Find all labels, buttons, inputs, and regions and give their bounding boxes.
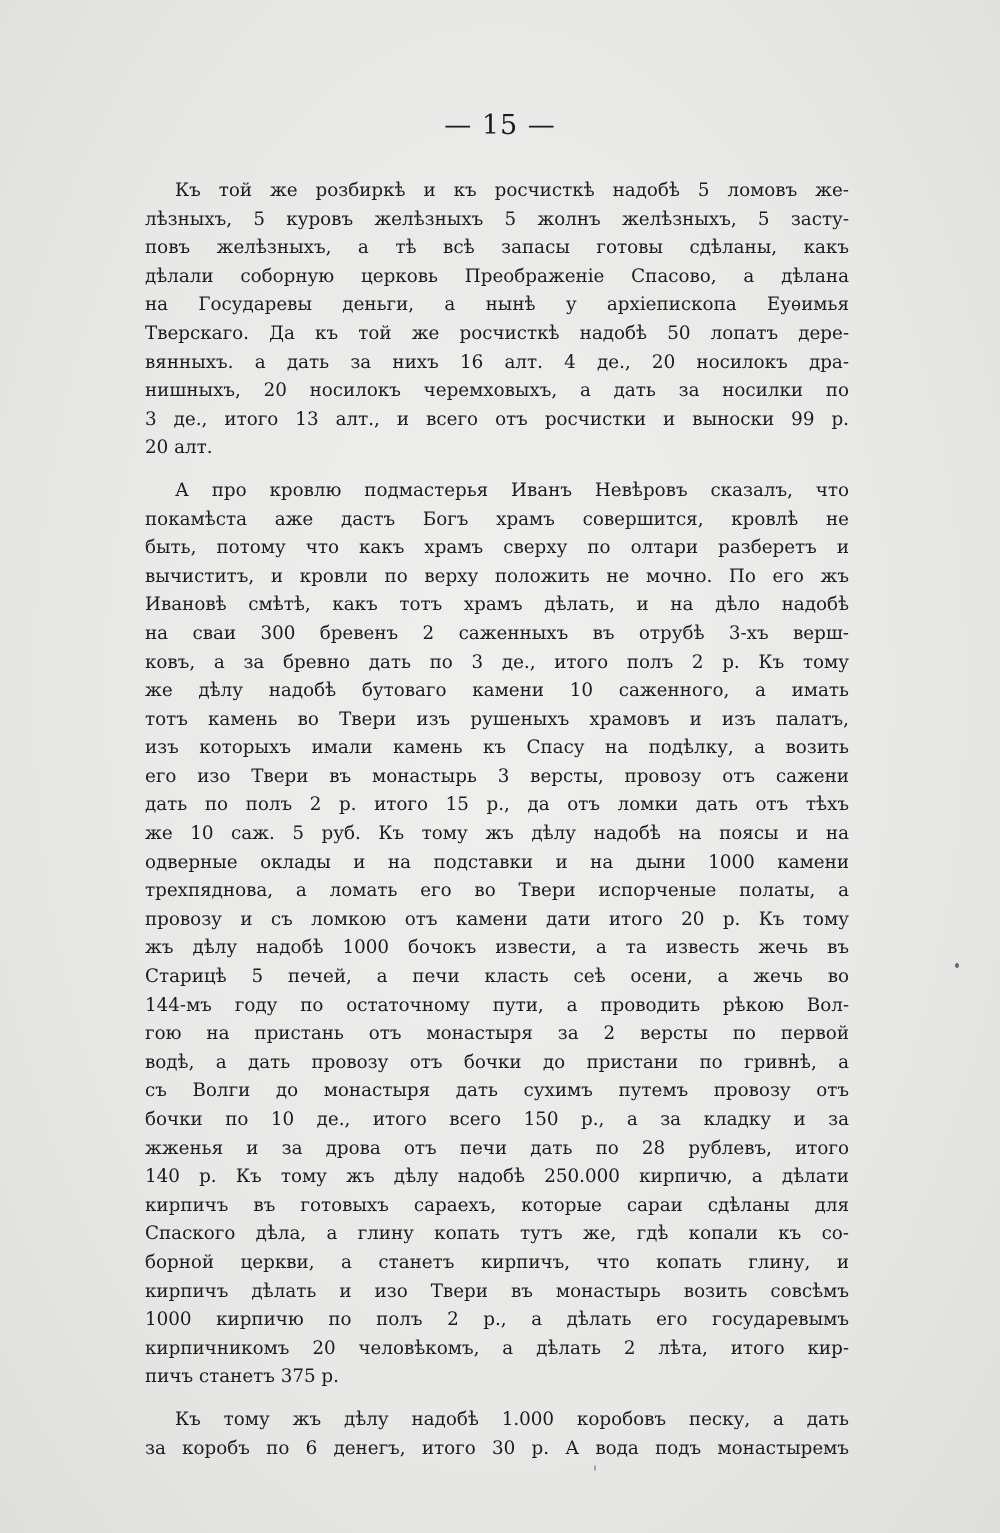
text-line: жъ дѣлу надобѣ 1000 бочокъ извести, а та известь жечь въ bbox=[145, 937, 849, 959]
text-line: кирпичникомъ 20 человѣкомъ, а дѣлать 2 лѣта, итого кир- bbox=[145, 1337, 849, 1359]
text-line: борной церкви, а станетъ кирпичъ, что копать глину, и bbox=[145, 1251, 849, 1273]
text-line: жженья и за дрова отъ печи дать по 28 рублевъ, итого bbox=[145, 1137, 849, 1159]
text-line: повъ желѣзныхъ, а тѣ всѣ запасы готовы сдѣланы, какъ bbox=[145, 237, 849, 259]
text-line: кирпичъ дѣлать и изо Твери въ монастырь возить совсѣмъ bbox=[145, 1280, 849, 1302]
text-line: тотъ камень во Твери изъ рушеныхъ храмовъ и изъ палатъ, bbox=[145, 708, 849, 730]
text-line: Старицѣ 5 печей, а печи класть сеѣ осени, а жечь во bbox=[145, 966, 849, 988]
text-line: нишныхъ, 20 носилокъ черемховыхъ, а дать за носилки по bbox=[145, 380, 849, 402]
paragraph bbox=[145, 1406, 849, 1463]
text-line: кирпичъ въ готовыхъ сараехъ, которые сараи сдѣланы для bbox=[145, 1194, 849, 1216]
paragraph bbox=[145, 177, 849, 463]
text-line: изъ которыхъ имали камень къ Спасу на подѣлку, а возить bbox=[145, 737, 849, 759]
text-line: пичъ станетъ 375 р. bbox=[145, 1366, 339, 1388]
text-line: 3 де., итого 13 алт., и всего отъ росчистки и выноски 99 р. bbox=[145, 408, 849, 430]
text-line: ковъ, а за бревно дать по 3 де., итого полъ 2 р. Къ тому bbox=[145, 651, 849, 673]
text-line: 1000 кирпичю по полъ 2 р., а дѣлать его государевымъ bbox=[145, 1309, 849, 1331]
text-line: на Государевы деньги, а нынѣ у архіепископа Еуѳимья bbox=[145, 294, 849, 316]
text-line: 144-мъ году по остаточному пути, а проводить рѣкою Вол- bbox=[145, 994, 849, 1016]
text-line: гою на пристань отъ монастыря за 2 версты по первой bbox=[145, 1023, 849, 1045]
text-line: лѣзныхъ, 5 куровъ желѣзныхъ 5 жолнъ желѣзныхъ, 5 засту- bbox=[145, 208, 849, 230]
text-line: дѣлали соборную церковь Преображеніе Спасово, а дѣлана bbox=[145, 265, 849, 287]
paragraph bbox=[145, 477, 849, 1392]
text-line: Ивановѣ смѣтѣ, какъ тотъ храмъ дѣлать, и на дѣло надобѣ bbox=[145, 594, 849, 616]
text-line: вянныхъ. а дать за нихъ 16 алт. 4 де., 20 носилокъ дра- bbox=[145, 351, 849, 373]
text-line: покамѣста аже дастъ Богъ храмъ совершится, кровлѣ не bbox=[145, 508, 849, 530]
text-line: 140 р. Къ тому жъ дѣлу надобѣ 250.000 кирпичю, а дѣлати bbox=[145, 1166, 849, 1188]
paper-speck bbox=[955, 963, 959, 968]
text-line: водѣ, а дать провозу отъ бочки до пристани по гривнѣ, а bbox=[145, 1051, 849, 1073]
text-line: вычиститъ, и кровли по верху положить не мочно. По его жъ bbox=[145, 565, 849, 587]
text-line: провозу и съ ломкою отъ камени дати итого 20 р. Къ тому bbox=[145, 908, 849, 930]
text-line: быть, потому что какъ храмъ сверху по олтари разберетъ и bbox=[145, 537, 849, 559]
text-line: одверные оклады и на подставки и на дыни 1000 камени bbox=[145, 851, 849, 873]
paper-speck bbox=[594, 1465, 596, 1471]
text-line: за коробъ по 6 денегъ, итого 30 р. А вода подъ монастыремъ bbox=[145, 1437, 849, 1459]
text-line: 20 алт. bbox=[145, 437, 213, 459]
text-line: Къ той же розбиркѣ и къ росчисткѣ надобѣ 5 ломовъ же- bbox=[175, 180, 849, 201]
text-line: трехпяднова, а ломать его во Твери испорченые полаты, а bbox=[145, 880, 849, 902]
text-line: Къ тому жъ дѣлу надобѣ 1.000 коробовъ песку, а дать bbox=[175, 1408, 849, 1430]
text-line: бочки по 10 де., итого всего 150 р., а за кладку и за bbox=[145, 1109, 849, 1130]
page-body bbox=[145, 177, 849, 1463]
text-line: дать по полъ 2 р. итого 15 р., да отъ ломки дать отъ тѣхъ bbox=[145, 794, 849, 816]
text-line: Спаского дѣла, а глину копать тутъ же, гдѣ копали къ со- bbox=[145, 1223, 849, 1245]
page-number: — 15 — bbox=[444, 110, 556, 141]
text-line: же дѣлу надобѣ бутоваго камени 10 саженного, а имать bbox=[145, 680, 849, 702]
text-line: же 10 саж. 5 руб. Къ тому жъ дѣлу надобѣ на поясы и на bbox=[145, 823, 849, 845]
text-line: А про кровлю подмастерья Иванъ Невѣровъ сказалъ, что bbox=[175, 479, 849, 501]
text-line: на сваи 300 бревенъ 2 саженныхъ въ отрубѣ 3-хъ верш- bbox=[145, 622, 849, 644]
text-line: его изо Твери въ монастырь 3 версты, провозу отъ сажени bbox=[145, 765, 849, 787]
text-line: съ Волги до монастыря дать сухимъ путемъ провозу отъ bbox=[145, 1080, 849, 1102]
text-line: Тверскаго. Да къ той же росчисткѣ надобѣ 50 лопатъ дере- bbox=[145, 322, 849, 344]
